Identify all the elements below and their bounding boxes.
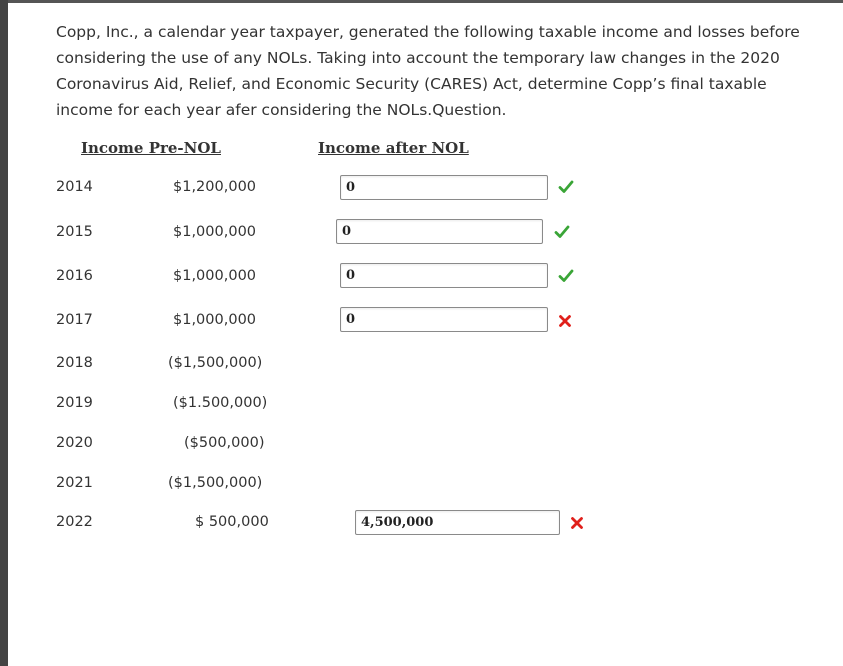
answer-input-2014[interactable] (340, 175, 548, 200)
pre-nol-2019: ($1.500,000) (173, 395, 268, 411)
header-income-pre-nol: Income Pre-NOL (81, 139, 221, 157)
question-text: Copp, Inc., a calendar year taxpayer, generated the following taxable income and losses before considering the use of any NOLs. Taking into account the temporary law changes in the 2020 Coronavirus Aid, Relief, and Economic Security (CARES) Act, determine Copp’s final taxable income for each year afer considering the NOLs.Question. (56, 23, 800, 119)
answer-input-2017[interactable] (340, 307, 548, 332)
year-2022: 2022 (56, 514, 93, 530)
year-2019: 2019 (56, 395, 93, 411)
pre-nol-2020: ($500,000) (184, 435, 265, 451)
pre-nol-2015: $1,000,000 (173, 224, 257, 240)
pre-nol-2021: ($1,500,000) (168, 475, 263, 491)
pre-nol-2018: ($1,500,000) (168, 355, 263, 371)
top-border (0, 0, 843, 3)
pre-nol-2022: $ 500,000 (195, 514, 269, 530)
year-2016: 2016 (56, 268, 93, 284)
x-mark-icon (569, 515, 585, 531)
answer-input-2022[interactable] (355, 510, 560, 535)
pre-nol-2014: $1,200,000 (173, 179, 257, 195)
year-2021: 2021 (56, 475, 93, 491)
answer-input-2015[interactable] (336, 219, 543, 244)
year-2017: 2017 (56, 312, 93, 328)
pre-nol-2016: $1,000,000 (173, 268, 257, 284)
header-income-after-nol: Income after NOL (318, 139, 469, 157)
checkmark-icon (554, 224, 570, 240)
checkmark-icon (558, 268, 574, 284)
checkmark-icon (558, 179, 574, 195)
pre-nol-2017: $1,000,000 (173, 312, 257, 328)
x-mark-icon (557, 313, 573, 329)
left-border (0, 0, 8, 666)
year-2015: 2015 (56, 224, 93, 240)
year-2020: 2020 (56, 435, 93, 451)
answer-input-2016[interactable] (340, 263, 548, 288)
year-2018: 2018 (56, 355, 93, 371)
year-2014: 2014 (56, 179, 93, 195)
